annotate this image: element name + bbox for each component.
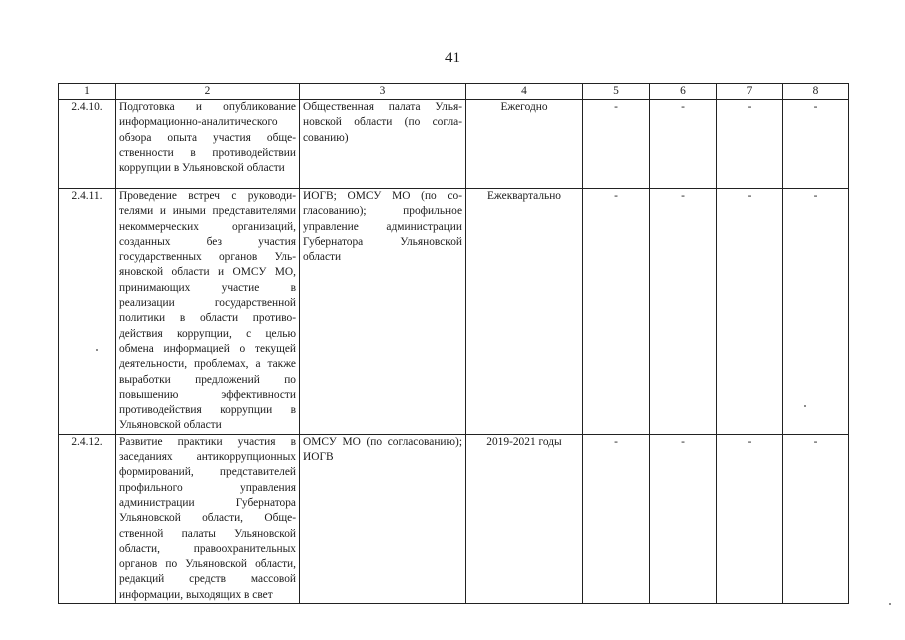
execution-term: Ежегодно: [466, 100, 583, 189]
cell-col8: -: [783, 189, 849, 435]
cell-col5: -: [583, 189, 650, 435]
cell-col6: -: [650, 100, 717, 189]
column-header: 8: [783, 84, 849, 100]
header-row: [59, 84, 849, 100]
column-header: 1: [59, 84, 116, 100]
column-header: 7: [717, 84, 783, 100]
scan-speck: [889, 603, 891, 605]
item-number: 2.4.11.: [59, 189, 116, 435]
cell-col6: -: [650, 189, 717, 435]
action-description: Развитие практики участия в заседаниях антикоррупционных формирований, представителей профильного управления администрации Губернатора Ульяновской области, Общественной палаты Ульяновской области, правоохранительных органов по Ульяновской области, редакций средств массовой информации, выходящих в свет: [116, 434, 300, 603]
column-header: 6: [650, 84, 717, 100]
action-description: Подготовка и опубликование информационно-аналитического обзора опыта участия общественности в противодействии коррупции в Ульяновской области: [116, 100, 300, 189]
execution-term: 2019-2021 годы: [466, 434, 583, 603]
cell-col8: -: [783, 434, 849, 603]
action-description: Проведение встреч с руководителями и иными представителями некоммерческих организаций, созданных без участия государственных органов Ульяновской области и ОМСУ МО, принимающих участие в реализации государственной политики в области противодействия коррупции, с целью обмена информацией о текущей деятельности, проблемах, а также выработки предложений по повышению эффективности противодействия коррупции в Ульяновской области: [116, 189, 300, 435]
item-number: 2.4.12.: [59, 434, 116, 603]
column-header: 5: [583, 84, 650, 100]
column-header: 4: [466, 84, 583, 100]
column-header: 3: [300, 84, 466, 100]
table-row: [59, 434, 849, 603]
execution-term: Ежеквартально: [466, 189, 583, 435]
cell-col8: -: [783, 100, 849, 189]
responsible-party: ОМСУ МО (по согласованию); ИОГВ: [300, 434, 466, 603]
responsible-party: Общественная палата Ульяновской области (по согласованию): [300, 100, 466, 189]
cell-col7: -: [717, 189, 783, 435]
scan-speck: [96, 349, 98, 351]
column-header: 2: [116, 84, 300, 100]
cell-col7: -: [717, 434, 783, 603]
responsible-party: ИОГВ; ОМСУ МО (по согласованию); профильное управление администрации Губернатора Ульяновской области: [300, 189, 466, 435]
cell-col5: -: [583, 100, 650, 189]
action-plan-table: [58, 83, 849, 604]
cell-col7: -: [717, 100, 783, 189]
table-row: [59, 189, 849, 435]
table-row: [59, 100, 849, 189]
cell-col6: -: [650, 434, 717, 603]
cell-col5: -: [583, 434, 650, 603]
page-number: 41: [445, 50, 460, 66]
scan-speck: [804, 405, 806, 407]
item-number: 2.4.10.: [59, 100, 116, 189]
